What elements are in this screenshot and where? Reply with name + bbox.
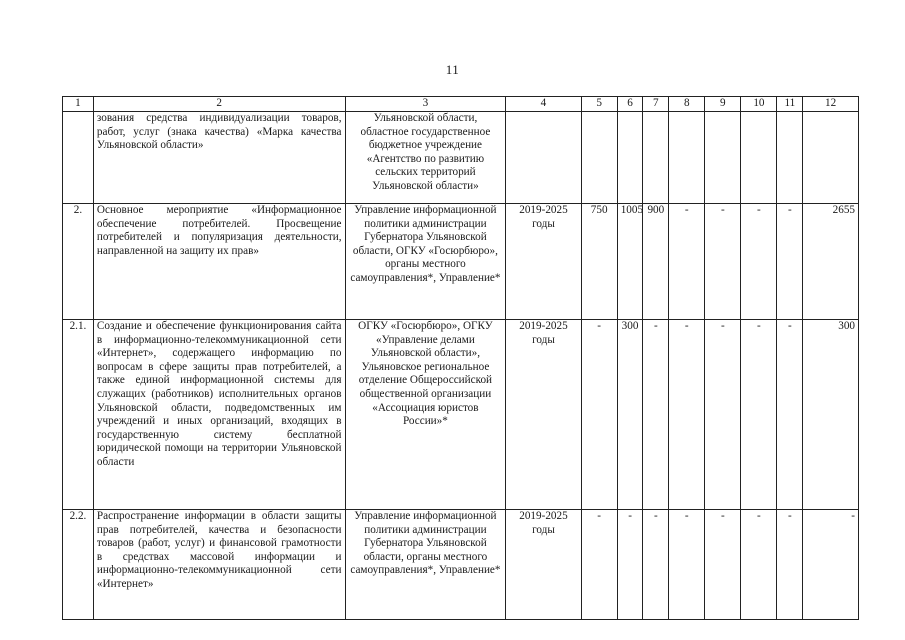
- value-col9: -: [705, 510, 741, 620]
- value-col11: -: [777, 510, 803, 620]
- value-total: 300: [803, 320, 859, 510]
- value-col10: [741, 112, 777, 204]
- period: [506, 112, 581, 204]
- value-col5: -: [581, 510, 617, 620]
- value-col7: 900: [643, 204, 669, 320]
- row-number: 2.1.: [63, 320, 94, 510]
- measure-name: зования средства индивидуализации товаров, работ, услуг (знака качества) «Марка качества Ульяновской области»: [93, 112, 345, 204]
- column-header: 11: [777, 97, 803, 112]
- value-col7: [643, 112, 669, 204]
- page-number: 11: [445, 62, 460, 77]
- value-col8: -: [669, 204, 705, 320]
- value-col5: -: [581, 320, 617, 510]
- value-col8: [669, 112, 705, 204]
- value-col11: -: [777, 320, 803, 510]
- column-header: 5: [581, 97, 617, 112]
- value-col11: [777, 112, 803, 204]
- table-row: [63, 510, 859, 620]
- value-col8: -: [669, 320, 705, 510]
- period: 2019-2025 годы: [506, 204, 581, 320]
- measure-name: Распространение информации в области защиты прав потребителей, качества и безопасности товаров (работ, услуг) и финансовой грамотности в средствах массовой информации и информационно-телекоммуникационной сети «Интернет»: [93, 510, 345, 620]
- column-header: 4: [506, 97, 581, 112]
- value-total: 2655: [803, 204, 859, 320]
- executor: Управление информационной политики администрации Губернатора Ульяновской области, органы местного самоуправления*, Управление*: [345, 510, 506, 620]
- value-col5: [581, 112, 617, 204]
- value-col6: -: [617, 510, 643, 620]
- value-col10: -: [741, 320, 777, 510]
- value-col10: -: [741, 204, 777, 320]
- executor: ОГКУ «Госюрбюро», ОГКУ «Управление делами Ульяновской области», Ульяновское региональное отделение Общероссийской общественной организации «Ассоциация юристов России»*: [345, 320, 506, 510]
- value-col6: 1005: [617, 204, 643, 320]
- row-number: [63, 112, 94, 204]
- value-total: [803, 112, 859, 204]
- value-col7: -: [643, 320, 669, 510]
- value-col9: -: [705, 204, 741, 320]
- value-total: -: [803, 510, 859, 620]
- table-row: [63, 320, 859, 510]
- value-col10: -: [741, 510, 777, 620]
- column-header: 12: [803, 97, 859, 112]
- value-col6: 300: [617, 320, 643, 510]
- table-row: [63, 204, 859, 320]
- value-col9: -: [705, 320, 741, 510]
- row-number: 2.2.: [63, 510, 94, 620]
- measure-name: Основное мероприятие «Информационное обеспечение потребителей. Просвещение потребителей и популяризация деятельности, направленной на защиту их прав»: [93, 204, 345, 320]
- program-table: [62, 96, 859, 620]
- period: 2019-2025 годы: [506, 320, 581, 510]
- column-header: 2: [93, 97, 345, 112]
- executor: Ульяновской области, областное государственное бюджетное учреждение «Агентство по развитию сельских территорий Ульяновской области»: [345, 112, 506, 204]
- value-col11: -: [777, 204, 803, 320]
- value-col7: -: [643, 510, 669, 620]
- executor: Управление информационной политики администрации Губернатора Ульяновской области, ОГКУ «Госюрбюро», органы местного самоуправления*, Управление*: [345, 204, 506, 320]
- column-header: 10: [741, 97, 777, 112]
- column-header: 6: [617, 97, 643, 112]
- table-row: [63, 112, 859, 204]
- table-header-row: [63, 97, 859, 112]
- column-header: 3: [345, 97, 506, 112]
- column-header: 9: [705, 97, 741, 112]
- value-col9: [705, 112, 741, 204]
- column-header: 7: [643, 97, 669, 112]
- column-header: 1: [63, 97, 94, 112]
- value-col8: -: [669, 510, 705, 620]
- row-number: 2.: [63, 204, 94, 320]
- value-col6: [617, 112, 643, 204]
- measure-name: Создание и обеспечение функционирования сайта в информационно-телекоммуникационной сети «Интернет», содержащего информацию по вопросам в сфере защиты прав потребителей, а также единой информационной системы для служащих (работников) исполнительных органов Ульяновской области, подведомственных им учреждений и иных организаций, входящих в государственную систему бесплатной юридической помощи на территории Ульяновской области: [93, 320, 345, 510]
- column-header: 8: [669, 97, 705, 112]
- period: 2019-2025 годы: [506, 510, 581, 620]
- value-col5: 750: [581, 204, 617, 320]
